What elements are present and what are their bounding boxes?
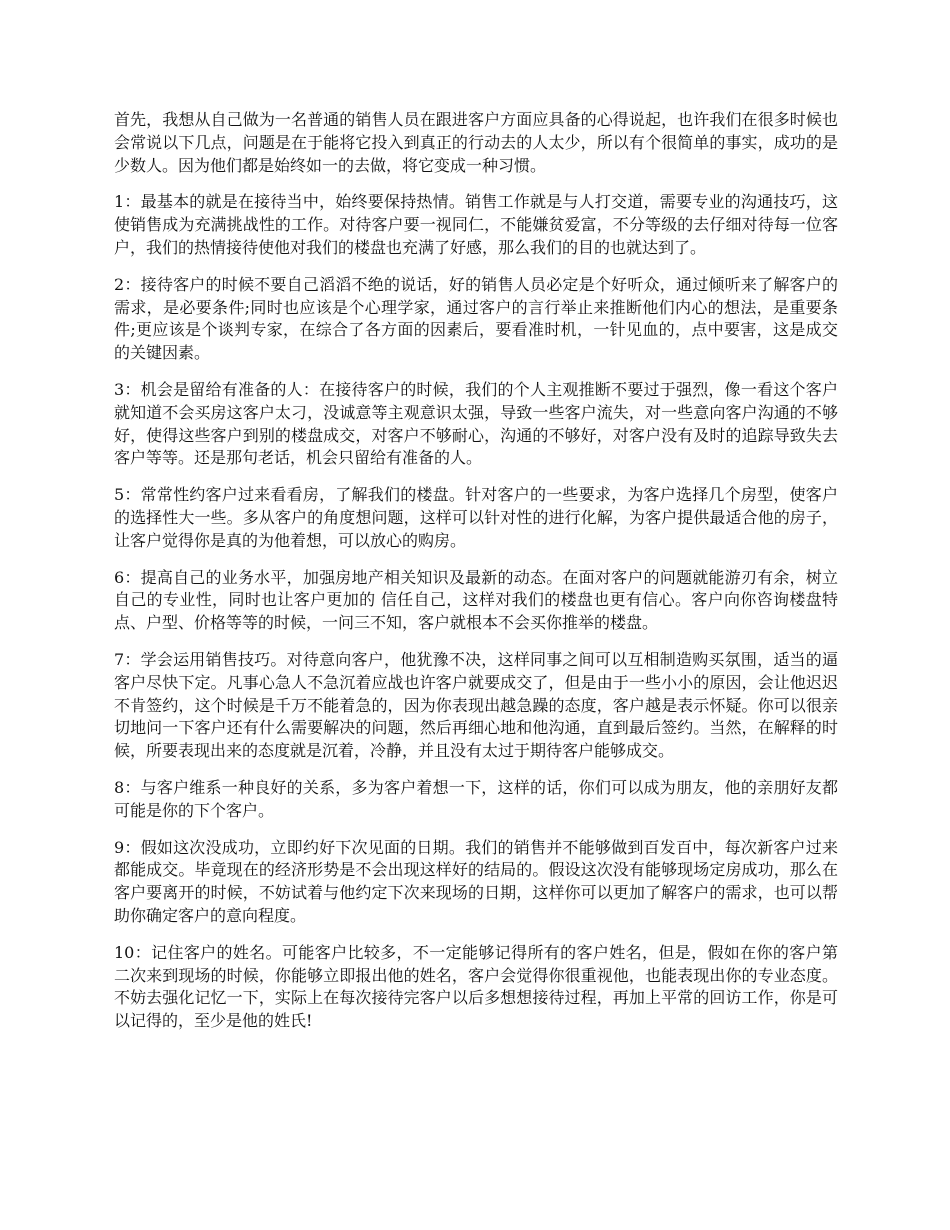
- tip-5-paragraph: 5：常常性约客户过来看看房，了解我们的楼盘。针对客户的一些要求，为客户选择几个房型，使客户的选择性大一些。多从客户的角度想问题，这样可以针对性的进行化解，为客户提供最适合他的房子，让客户觉得你是真的为他着想，可以放心的购房。: [114, 485, 838, 550]
- tip-9-paragraph: 9：假如这次没成功，立即约好下次见面的日期。我们的销售并不能够做到百发百中，每次新客户过来都能成交。毕竟现在的经济形势是不会出现这样好的结局的。假设这次没有能够现场定房成功，那么在客户要离开的时候，不妨试着与他约定下次来现场的日期，这样你可以更加了解客户的需求，也可以帮助你确定客户的意向程度。: [114, 837, 838, 925]
- tip-6-paragraph: 6：提高自己的业务水平，加强房地产相关知识及最新的动态。在面对客户的问题就能游刃有余，树立自己的专业性，同时也让客户更加的 信任自己，这样对我们的楼盘也更有信心。客户向你咨询楼盘特点、户型、价格等等的时候，一问三不知，客户就根本不会买你推举的楼盘。: [114, 567, 838, 633]
- tip-1-paragraph: 1：最基本的就是在接待当中，始终要保持热情。销售工作就是与人打交道，需要专业的沟通技巧，这使销售成为充满挑战性的工作。对待客户要一视同仁，不能嫌贫爱富，不分等级的去仔细对待每一位客户，我们的热情接待使他对我们的楼盘也充满了好感，那么我们的目的也就达到了。: [114, 192, 838, 257]
- tip-8-paragraph: 8：与客户维系一种良好的关系，多为客户着想一下，这样的话，你们可以成为朋友，他的亲朋好友都可能是你的下个客户。: [114, 777, 838, 820]
- document-body: [114, 109, 838, 1047]
- tip-3-paragraph: 3：机会是留给有准备的人：在接待客户的时候，我们的个人主观推断不要过于强烈，像一看这个客户就知道不会买房这客户太刁，没诚意等主观意识太强，导致一些客户流失，对一些意向客户沟通的不够好，使得这些客户到别的楼盘成交，对客户不够耐心，沟通的不够好，对客户没有及时的追踪导致失去客户等等。还是那句老话，机会只留给有准备的人。: [114, 379, 838, 468]
- tip-10-paragraph: 10：记住客户的姓名。可能客户比较多，不一定能够记得所有的客户姓名，但是，假如在你的客户第二次来到现场的时候，你能够立即报出他的姓名，客户会觉得你很重视他，也能表现出你的专业态度。不妨去强化记忆一下，实际上在每次接待完客户以后多想想接待过程，再加上平常的回访工作，你是可以记得的，至少是他的姓氏!: [114, 942, 838, 1031]
- intro-paragraph: 首先，我想从自己做为一名普通的销售人员在跟进客户方面应具备的心得说起，也许我们在很多时候也会常说以下几点，问题是在于能将它投入到真正的行动去的人太少，所以有个很简单的事实，成功的是少数人。因为他们都是始终如一的去做，将它变成一种习惯。: [114, 110, 838, 175]
- tip-7-paragraph: 7：学会运用销售技巧。对待意向客户，他犹豫不决，这样同事之间可以互相制造购买氛围，适当的逼客户尽快下定。凡事心急人不急沉着应战也许客户就要成交了，但是由于一些小小的原因，会让他迟迟不肯签约，这个时候是千万不能着急的，因为你表现出越急躁的态度，客户越是表示怀疑。你可以很亲切地问一下客户还有什么需要解决的问题，然后再细心地和他沟通，直到最后签约。当然，在解释的时候，所要表现出来的态度就是沉着，冷静，并且没有太过于期待客户能够成交。: [114, 649, 838, 761]
- tip-2-paragraph: 2：接待客户的时候不要自己滔滔不绝的说话，好的销售人员必定是个好听众，通过倾听来了解客户的需求，是必要条件;同时也应该是个心理学家，通过客户的言行举止来推断他们内心的想法，是重要条件;更应该是个谈判专家，在综合了各方面的因素后，要看准时机，一针见血的，点中要害，这是成交的关键因素。: [114, 274, 838, 363]
